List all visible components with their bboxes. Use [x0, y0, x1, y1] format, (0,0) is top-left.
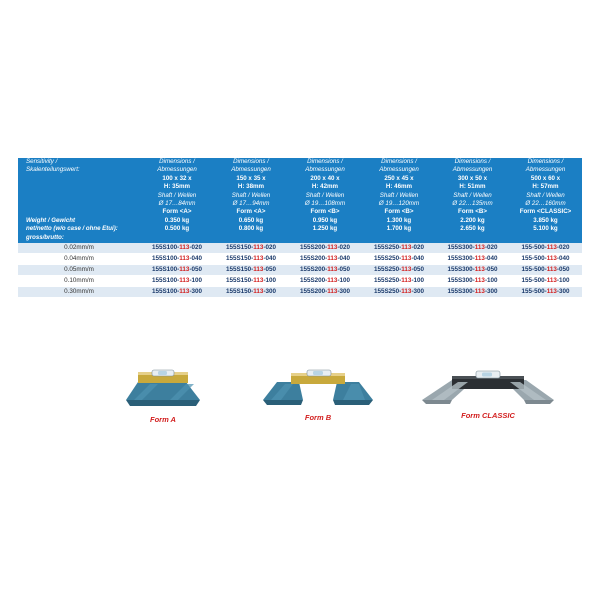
cell-sensitivity: 0.05mm/m [18, 264, 140, 275]
form-a-illustration [108, 360, 218, 412]
cell-order-code: 155S100-113-040 [140, 253, 214, 264]
cell-order-code: 155S300-113-300 [436, 286, 509, 297]
header-weight-label: Weight / Gewicht net/netto (w/o case / ohne Etui): gross/brutto: [18, 217, 140, 243]
cell-order-code: 155-500-113-020 [509, 243, 582, 254]
figure-caption: Form B [304, 413, 332, 422]
figures-row [18, 350, 582, 430]
header-sensitivity-label: Sensitivity / Skalenteilungswert: [18, 158, 140, 217]
table-row [18, 286, 582, 297]
figure-form-classic [418, 356, 558, 420]
cell-order-code: 155S150-113-040 [214, 253, 288, 264]
table-row [18, 275, 582, 286]
header-dimensions-col-2: Dimensions / Abmessungen 150 x 35 x H: 38mm Shaft / Wellen Ø 17…94mm Form <A> [214, 158, 288, 217]
header-dimensions-col-1: Dimensions / Abmessungen 100 x 32 x H: 35mm Shaft / Wellen Ø 17…84mm Form <A> [140, 158, 214, 217]
cell-order-code: 155S250-113-040 [362, 253, 436, 264]
figure-form-a [108, 360, 218, 424]
cell-order-code: 155S200-113-050 [288, 264, 362, 275]
table-header-weights [18, 217, 582, 243]
cell-order-code: 155S200-113-020 [288, 243, 362, 254]
form-classic-illustration [418, 356, 558, 408]
header-dimensions-col-3: Dimensions / Abmessungen 200 x 40 x H: 42mm Shaft / Wellen Ø 19…108mm Form <B> [288, 158, 362, 217]
cell-order-code: 155S250-113-020 [362, 243, 436, 254]
specification-table [18, 158, 582, 298]
cell-order-code: 155S100-113-100 [140, 275, 214, 286]
header-dimensions-col-5: Dimensions / Abmessungen 300 x 50 x H: 51mm Shaft / Wellen Ø 22…135mm Form <B> [436, 158, 509, 217]
cell-order-code: 155S150-113-100 [214, 275, 288, 286]
header-weight-col-5: 2.200 kg 2.650 kg [436, 217, 509, 243]
cell-order-code: 155S200-113-040 [288, 253, 362, 264]
table-row [18, 264, 582, 275]
cell-order-code: 155S250-113-300 [362, 286, 436, 297]
form-b-illustration [253, 358, 383, 410]
cell-sensitivity: 0.02mm/m [18, 243, 140, 254]
cell-sensitivity: 0.04mm/m [18, 253, 140, 264]
cell-order-code: 155S250-113-100 [362, 275, 436, 286]
table-header-dimensions [18, 158, 582, 217]
table-row [18, 243, 582, 254]
figure-caption: Form CLASSIC [461, 411, 515, 420]
cell-order-code: 155S150-113-050 [214, 264, 288, 275]
header-dimensions-col-6: Dimensions / Abmessungen 500 x 60 x H: 57mm Shaft / Wellen Ø 22…160mm Form <CLASSIC> [509, 158, 582, 217]
table-row [18, 253, 582, 264]
header-weight-col-3: 0.950 kg 1.250 kg [288, 217, 362, 243]
cell-order-code: 155S200-113-300 [288, 286, 362, 297]
cell-order-code: 155-500-113-300 [509, 286, 582, 297]
cell-sensitivity: 0.30mm/m [18, 286, 140, 297]
header-dimensions-col-4: Dimensions / Abmessungen 250 x 45 x H: 46mm Shaft / Wellen Ø 19…120mm Form <B> [362, 158, 436, 217]
cell-order-code: 155S300-113-020 [436, 243, 509, 254]
cell-order-code: 155S100-113-050 [140, 264, 214, 275]
cell-order-code: 155S300-113-050 [436, 264, 509, 275]
cell-order-code: 155S300-113-040 [436, 253, 509, 264]
header-weight-col-2: 0.650 kg 0.800 kg [214, 217, 288, 243]
header-weight-col-4: 1.300 kg 1.700 kg [362, 217, 436, 243]
header-weight-col-6: 3.850 kg 5.100 kg [509, 217, 582, 243]
figure-caption: Form A [150, 415, 176, 424]
cell-order-code: 155-500-113-050 [509, 264, 582, 275]
cell-sensitivity: 0.10mm/m [18, 275, 140, 286]
cell-order-code: 155S250-113-050 [362, 264, 436, 275]
cell-order-code: 155-500-113-040 [509, 253, 582, 264]
cell-order-code: 155S200-113-100 [288, 275, 362, 286]
figure-form-b [253, 358, 383, 422]
cell-order-code: 155-500-113-100 [509, 275, 582, 286]
cell-order-code: 155S100-113-020 [140, 243, 214, 254]
table-body [18, 158, 582, 297]
cell-order-code: 155S150-113-020 [214, 243, 288, 254]
cell-order-code: 155S150-113-300 [214, 286, 288, 297]
cell-order-code: 155S100-113-300 [140, 286, 214, 297]
cell-order-code: 155S300-113-100 [436, 275, 509, 286]
header-weight-col-1: 0.350 kg 0.500 kg [140, 217, 214, 243]
